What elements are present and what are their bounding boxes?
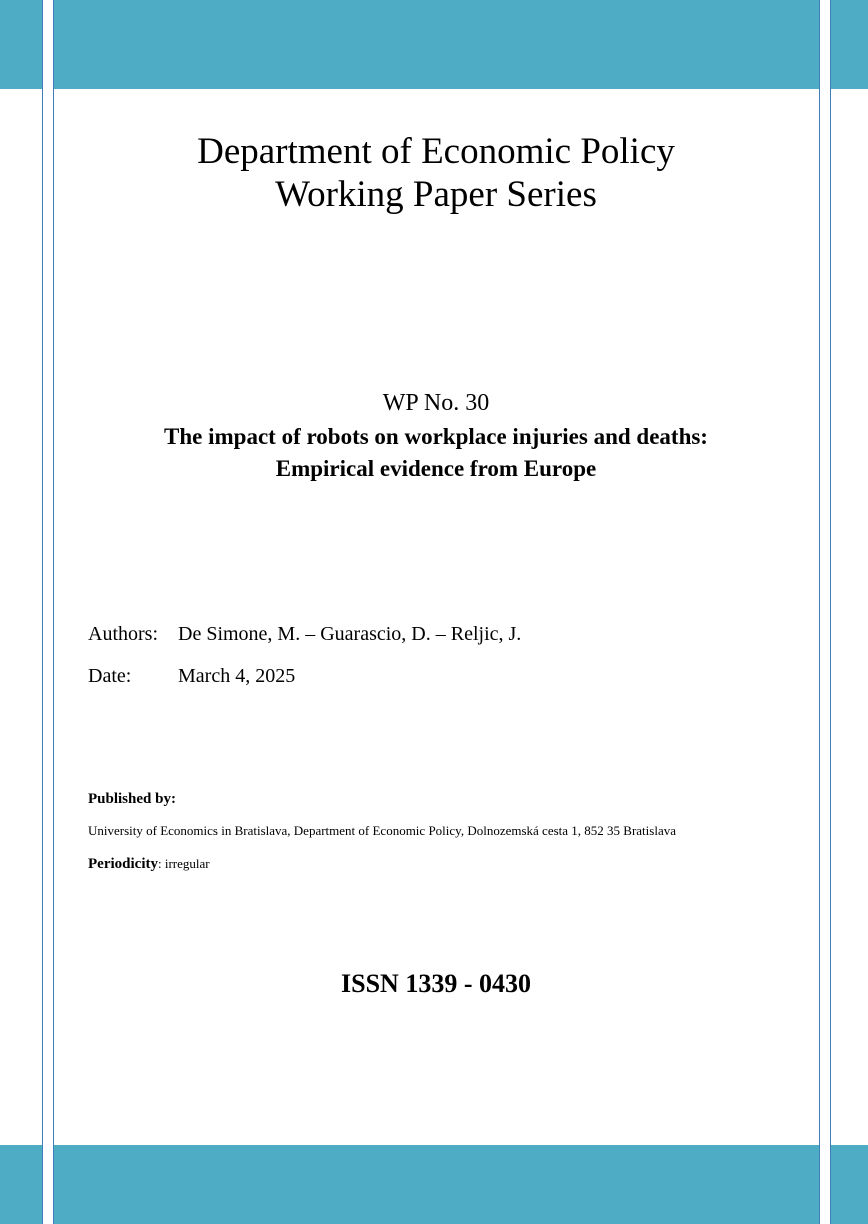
periodicity-row bbox=[88, 853, 210, 875]
authors-label: Authors: bbox=[88, 623, 158, 645]
periodicity-label: Periodicity bbox=[88, 856, 158, 872]
date-value: March 4, 2025 bbox=[178, 665, 296, 687]
date-label: Date: bbox=[88, 665, 132, 687]
bottom-band-left bbox=[0, 1145, 43, 1224]
periodicity-value: : irregular bbox=[157, 856, 210, 871]
paper-title bbox=[53, 421, 819, 485]
series-title-line2: Working Paper Series bbox=[275, 174, 597, 215]
date-row bbox=[88, 663, 295, 689]
frame-line-right-outer bbox=[830, 0, 831, 1224]
series-title-line1: Department of Economic Policy bbox=[197, 131, 675, 172]
publisher-address: University of Economics in Bratislava, Department of Economic Policy, Dolnozemská cesta 1, 852 35 Bratislava bbox=[88, 823, 676, 838]
frame-line-right-inner bbox=[819, 0, 820, 1224]
bottom-band bbox=[53, 1145, 819, 1224]
frame-line-left-outer bbox=[42, 0, 43, 1224]
issn-number: ISSN 1339 - 0430 bbox=[341, 969, 531, 998]
top-band-right bbox=[830, 0, 868, 89]
authors-row bbox=[88, 621, 521, 647]
bottom-band-right bbox=[830, 1145, 868, 1224]
top-band-left bbox=[0, 0, 43, 89]
authors-value: De Simone, M. – Guarascio, D. – Reljic, J. bbox=[178, 623, 522, 645]
top-band bbox=[53, 0, 819, 89]
published-by-label: Published by: bbox=[88, 791, 176, 807]
series-title bbox=[53, 130, 819, 216]
paper-title-line1: The impact of robots on workplace injuries and deaths: bbox=[164, 424, 708, 449]
paper-number: WP No. 30 bbox=[382, 390, 490, 416]
paper-title-line2: Empirical evidence from Europe bbox=[275, 456, 597, 481]
